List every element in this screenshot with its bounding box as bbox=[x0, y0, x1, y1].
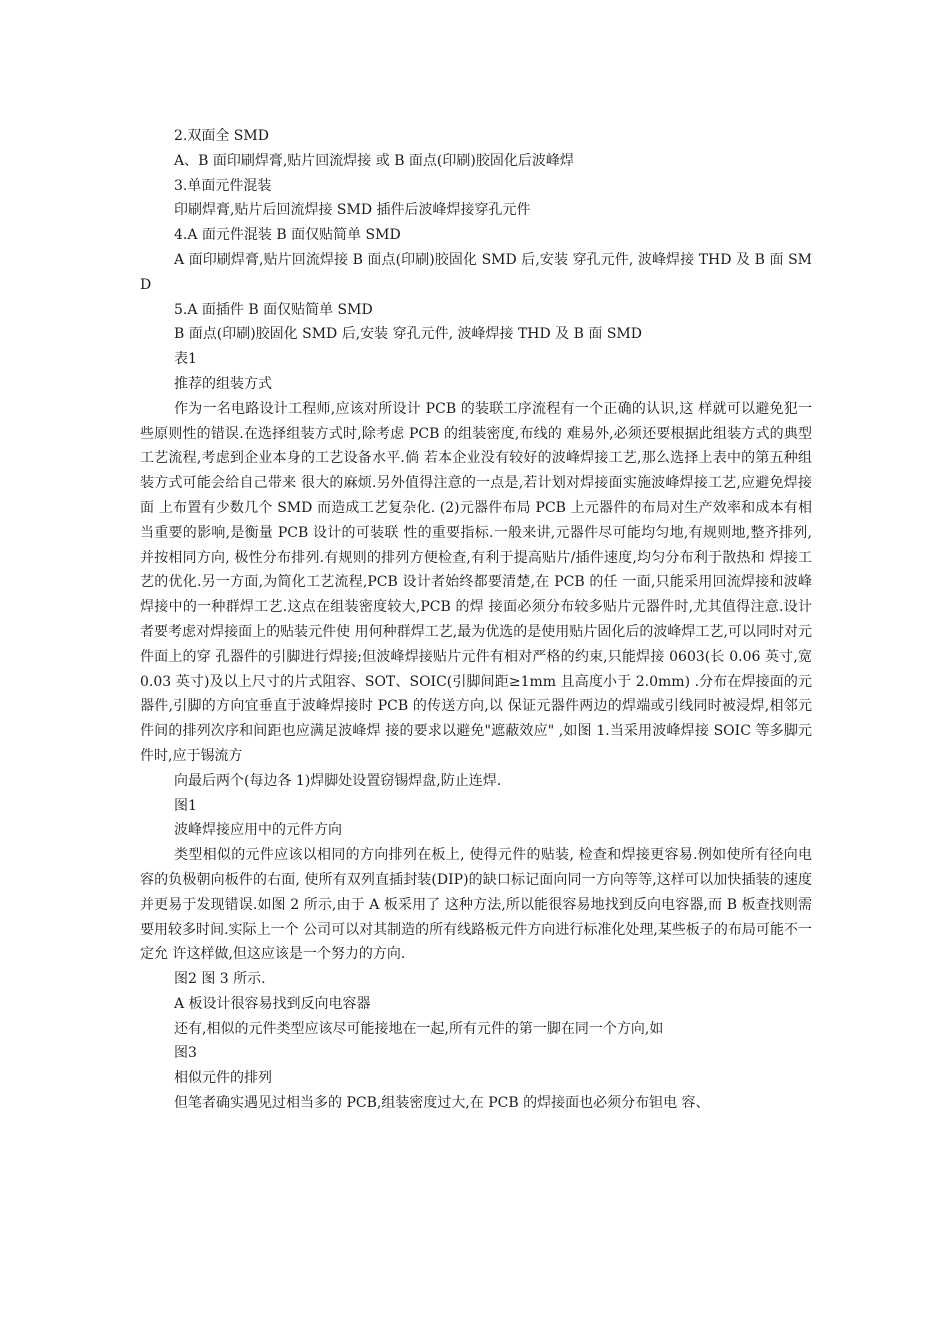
heading-double-side-smd: 2.双面全 SMD bbox=[174, 128, 269, 144]
figure-caption: A 板设计很容易找到反向电容器 bbox=[174, 995, 371, 1012]
figure-caption: 相似元件的排列 bbox=[174, 1070, 272, 1087]
body-paragraph: 但笔者确实遇见过相当多的 PCB,组装密度过大,在 PCB 的焊接面也必须分布钽电 容、 bbox=[174, 1095, 710, 1112]
table-caption: 推荐的组装方式 bbox=[174, 375, 272, 392]
figure-label: 图3 bbox=[174, 1045, 197, 1062]
process-line: A 面印刷焊膏,贴片回流焊接 B 面点(印刷)胶固化 SMD 后,安装 穿孔元件, 波峰焊接 THD 及 B 面 SMD bbox=[140, 251, 812, 293]
body-paragraph: 向最后两个(每边各 1)焊脚处设置窃锡焊盘,防止连焊. bbox=[174, 772, 502, 789]
figure-reference: 图2 图 3 所示. bbox=[174, 971, 266, 988]
heading-single-side-mixed: 3.单面元件混装 bbox=[174, 177, 272, 194]
document-body bbox=[140, 124, 812, 1116]
table-label: 表1 bbox=[174, 351, 197, 368]
process-line: B 面点(印刷)胶固化 SMD 后,安装 穿孔元件, 波峰焊接 THD 及 B 面 SMD bbox=[174, 326, 642, 343]
body-paragraph: 类型相似的元件应该以相同的方向排列在板上, 使得元件的贴装, 检查和焊接更容易.例如使所有径向电容的负极朝向板件的右面, 使所有双列直插封装(DIP)的缺口标记面向同一方向等等,这样可以加快插装的速度并更易于发现错误.如图 2 所示,由于 A 板采用了 这种方法,所以能很容易地找到反向电容器,而 B 板查找则需要用较多时间.实际上一个 公司可以对其制造的所有线路板元件方向进行标准化处理,某些板子的布局可能不一定允 许这样做,但这应该是一个努力的方向. bbox=[140, 847, 812, 963]
process-line: 印刷焊膏,贴片后回流焊接 SMD 插件后波峰焊接穿孔元件 bbox=[174, 202, 531, 219]
heading-a-mixed-b-smd: 4.A 面元件混装 B 面仅贴简单 SMD bbox=[174, 227, 401, 244]
process-line: A、B 面印刷焊膏,贴片回流焊接 或 B 面点(印刷)胶固化后波峰焊 bbox=[174, 152, 574, 169]
figure-caption: 波峰焊接应用中的元件方向 bbox=[174, 822, 342, 839]
heading-a-insert-b-smd: 5.A 面插件 B 面仅贴简单 SMD bbox=[174, 301, 373, 318]
body-paragraph: 作为一名电路设计工程师,应该对所设计 PCB 的装联工序流程有一个正确的认识,这 样就可以避免犯一些原则性的错误.在选择组装方式时,除考虑 PCB 的组装密度,布线的 难易外,必须还要根据此组装方式的典型工艺流程,考虑到企业本身的工艺设备水平.倘 若本企业没有较好的波峰焊接工艺,那么选择上表中的第五种组装方式可能会给自己带来 很大的麻烦.另外值得注意的一点是,若计划对焊接面实施波峰焊接工艺,应避免焊接面 上布置有少数几个 SMD 而造成工艺复杂化. (2)元器件布局 PCB 上元器件的布局对生产效率和成本有相当重要的影响,是衡量 PCB 设计的可装联 性的重要指标.一般来讲,元器件尽可能均匀地,有规则地,整齐排列,并按相同方向, 极性分布排列.有规则的排列方便检查,有利于提高贴片/插件速度,均匀分布利于散热和 焊接工艺的优化.另一方面,为简化工艺流程,PCB 设计者始终都要清楚,在 PCB 的任 一面,只能采用回流焊接和波峰焊接中的一种群焊工艺.这点在组装密度较大,PCB 的焊 接面必须分布较多贴片元器件时,尤其值得注意.设计者要考虑对焊接面上的贴装元件使 用何种群焊工艺,最为优选的是使用贴片固化后的波峰焊工艺,可以同时对元件面上的穿 孔器件的引脚进行焊接;但波峰焊接贴片元件有相对严格的约束,只能焊接 0603(长 0.06 英寸,宽 0.03 英寸)及以上尺寸的片式阻容、SOT、SOIC(引脚间距≥1mm 且高度小于 2.0mm) .分布在焊接面的元器件,引脚的方向宜垂直于波峰焊接时 PCB 的传送方向,以 保证元器件两边的焊端或引线同时被浸焊,相邻元件间的排列次序和间距也应满足波峰焊 接的要求以避免"遮蔽效应" ,如图 1.当采用波峰焊接 SOIC 等多脚元件时,应于锡流方 bbox=[140, 400, 812, 764]
figure-label: 图1 bbox=[174, 797, 197, 814]
body-paragraph: 还有,相似的元件类型应该尽可能接地在一起,所有元件的第一脚在同一个方向,如 bbox=[174, 1020, 664, 1037]
